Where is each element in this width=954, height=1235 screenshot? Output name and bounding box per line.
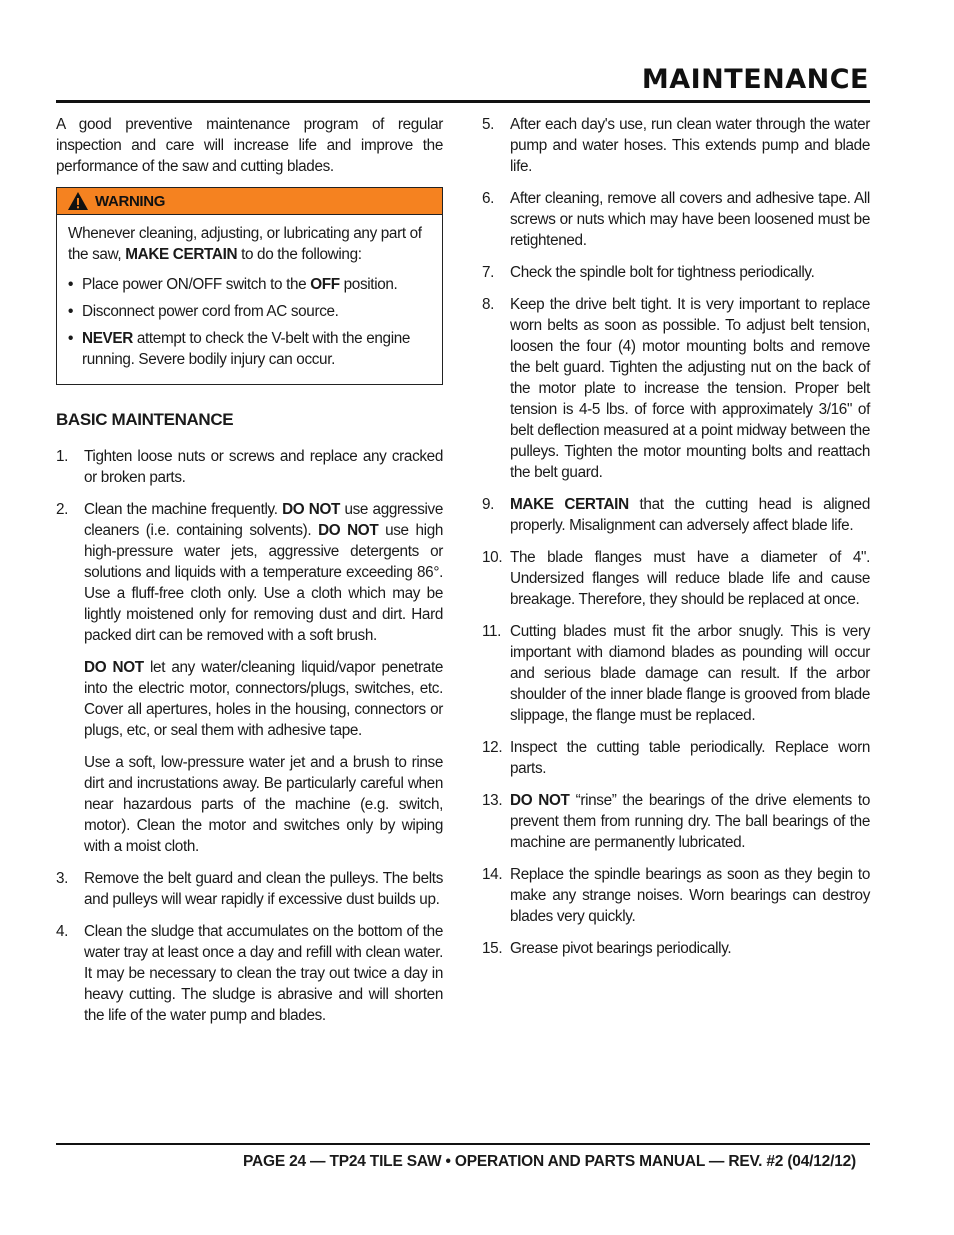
list-item: 11. Cutting blades must fit the arbor snugly. This is very important with diamond blades as pounding will occur and serious blade damage can result. If the arbor shoulder of the inner blade flange is grooved from blade slippage, the flange must be replaced. bbox=[482, 623, 870, 724]
header-rule bbox=[56, 100, 870, 103]
intro-paragraph: A good preventive maintenance program of regular inspection and care will increase life and improve the performance of the saw and cutting blades. bbox=[56, 116, 443, 175]
warning-bullet: • Place power ON/OFF switch to the OFF position. bbox=[68, 276, 398, 293]
warning-paragraph: Whenever cleaning, adjusting, or lubricating any part of the saw, MAKE CERTAIN to do the following: bbox=[68, 225, 422, 263]
right-column bbox=[482, 114, 870, 970]
list-item: 15. Grease pivot bearings periodically. bbox=[482, 940, 732, 957]
warning-triangle-icon bbox=[67, 191, 89, 211]
warning-bullet: • NEVER attempt to check the V-belt with the engine running. Severe bodily injury can occur. bbox=[68, 330, 411, 368]
page-title: MAINTENANCE bbox=[641, 64, 869, 95]
page-footer: PAGE 24 — TP24 TILE SAW • OPERATION AND PARTS MANUAL — REV. #2 (04/12/12) bbox=[243, 1153, 856, 1170]
list-item: 7. Check the spindle bolt for tightness periodically. bbox=[482, 264, 815, 281]
list-item: 4. Clean the sludge that accumulates on the bottom of the water tray at least once a day and refill with clean water. It may be necessary to clean the tray out twice a day in heavy cutting. The sludge is abrasive and will shorten the life of the water pump and blades. bbox=[56, 923, 443, 1024]
list-item: 10. The blade flanges must have a diameter of 4". Undersized flanges will reduce blade life and cause breakage. Therefore, they should be replaced at once. bbox=[482, 549, 870, 608]
footer-rule bbox=[56, 1143, 870, 1145]
left-column bbox=[56, 114, 443, 1037]
list-item: 3. Remove the belt guard and clean the pulleys. The belts and pulleys will wear rapidly if excessive dust builds up. bbox=[56, 870, 443, 908]
warning-list bbox=[68, 274, 431, 370]
warning-box bbox=[56, 187, 443, 385]
list-item: 12. Inspect the cutting table periodically. Replace worn parts. bbox=[482, 739, 870, 777]
warning-label: WARNING bbox=[95, 192, 166, 210]
warning-bullet: • Disconnect power cord from AC source. bbox=[68, 303, 339, 320]
warning-header bbox=[57, 188, 442, 215]
list-item: 1. Tighten loose nuts or screws and replace any cracked or broken parts. bbox=[56, 448, 443, 486]
section-heading: BASIC MAINTENANCE bbox=[56, 410, 234, 429]
list-item: 14. Replace the spindle bearings as soon as they begin to make any strange noises. Worn bearings can destroy blades very quickly. bbox=[482, 866, 870, 925]
list-item: 9. MAKE CERTAIN that the cutting head is aligned properly. Misalignment can adversely affect blade life. bbox=[482, 496, 870, 534]
list-item: 5. After each day's use, run clean water through the water pump and water hoses. This extends pump and blade life. bbox=[482, 116, 870, 175]
list-item: 2. Clean the machine frequently. DO NOT use aggressive cleaners (i.e. containing solvents). DO NOT use high high-pressure water jets, aggressive detergents or solutions and liquids with a temperature exceeding 86°. Use a fluff-free cloth only. Use a cloth which may be lightly moistened only for removing dust and dirt. Hard packed dirt can be removed with a soft brush. DO NOT let any water/cleaning liquid/vapor penetrate into the electric motor, connectors/plugs, switches, etc. Cover all apertures, holes in the housing, connectors or plugs, etc, or seal them with adhesive tape. Use a soft, low-pressure water jet and a brush to rinse dirt and incrustations away. Be particularly careful when near hazardous parts of the machine (e.g. switch, motor). Clean the motor and switches only by wiping with a moist cloth. bbox=[56, 501, 444, 855]
list-item: 8. Keep the drive belt tight. It is very important to replace worn belts as soon as possible. To adjust belt tension, loosen the four (4) motor mounting bolts and remove the belt guard. Tighten the adjusting nut on the back of the motor plate to increase the tension. Proper belt tension is 4-5 lbs. of force with approximately 3/16" of belt deflection measured at a point midway between the pulleys. Tighten the motor mounting bolts and reattach the belt guard. bbox=[482, 296, 870, 481]
list-item: 6. After cleaning, remove all covers and adhesive tape. All screws or nuts which may have been loosened must be retightened. bbox=[482, 190, 870, 249]
warning-body bbox=[57, 215, 442, 384]
list-item: 13. DO NOT “rinse” the bearings of the drive elements to prevent them from running dry. The ball bearings of the machine are permanently lubricated. bbox=[482, 792, 870, 851]
